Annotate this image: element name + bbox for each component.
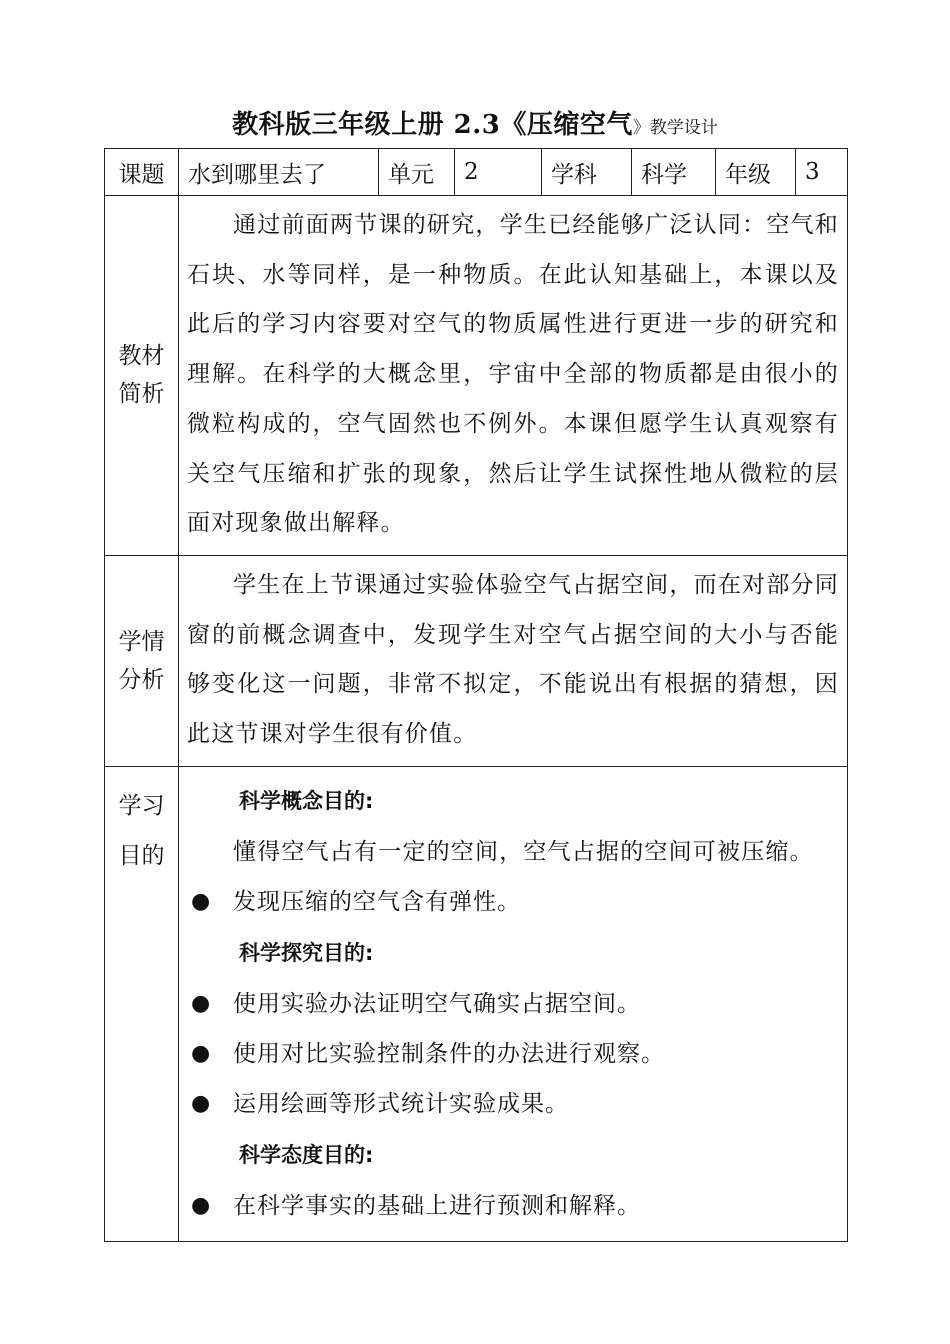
bullet-icon: ●: [191, 888, 212, 914]
title-main: 教科版三年级上册 2.3《压缩空气: [232, 110, 633, 140]
list-item: [187, 877, 839, 927]
list-item: [187, 1029, 839, 1079]
students-label: [105, 555, 179, 766]
bullet-icon: ●: [191, 1090, 212, 1116]
subject-label: 学科: [542, 149, 632, 196]
students-text: 学生在上节课通过实验体验空气占据空间，而在对部分同窗的前概念调查中，发现学生对空气占据空间的大小与否能够变化这一问题，非常不拟定，不能说出有根据的猜想，因此这节课对学生很有价值。: [179, 555, 848, 766]
analysis-text: 通过前面两节课的研究，学生已经能够广泛认同：空气和石块、水等同样，是一种物质。在此认知基础上，本课以及此后的学习内容要对空气的物质属性进行更进一步的研究和理解。在科学的大概念里，宇宙中全部的物质都是由很小的微粒构成的，空气固然也不例外。本课但愿学生认真观察有关空气压缩和扩张的现象，然后让学生试探性地从微粒的层面对现象做出解释。: [179, 196, 848, 556]
list-item: [187, 979, 839, 1029]
list-item: [187, 1181, 839, 1231]
inquiry-heading: 科学探究目的:: [239, 940, 374, 965]
goals-label-line1: 学习: [118, 792, 165, 819]
inquiry-bullet-1: 使用对比实验控制条件的办法进行观察。: [233, 1040, 665, 1067]
students-label-text: 学情分析: [118, 628, 165, 693]
goals-label-line2: 目的: [118, 842, 165, 869]
subject-value: 科学: [632, 149, 716, 196]
document-title: [0, 104, 950, 141]
goals-content: [179, 766, 848, 1241]
grade-label: 年级: [716, 149, 796, 196]
attitude-heading: 科学态度目的:: [239, 1142, 374, 1167]
bullet-icon: ●: [191, 1040, 212, 1066]
inquiry-bullet-0: 使用实验办法证明空气确实占据空间。: [233, 990, 641, 1017]
students-row: [105, 555, 848, 766]
topic-label: 课题: [105, 149, 179, 196]
attitude-bullet-0: 在科学事实的基础上进行预测和解释。: [233, 1192, 641, 1219]
bullet-icon: ●: [191, 990, 212, 1016]
inquiry-bullet-2: 运用绘画等形式统计实验成果。: [233, 1090, 569, 1117]
unit-value: 2: [455, 149, 542, 196]
concept-heading: 科学概念目的:: [239, 788, 374, 813]
header-row: [105, 149, 848, 196]
concept-text: 懂得空气占有一定的空间，空气占据的空间可被压缩。: [233, 838, 814, 865]
bullet-icon: ●: [191, 1192, 212, 1218]
analysis-label: [105, 196, 179, 556]
grade-value: 3: [796, 149, 848, 196]
lesson-plan-table: [104, 148, 848, 1242]
concept-bullet-0: 发现压缩的空气含有弹性。: [233, 888, 521, 915]
analysis-row: [105, 196, 848, 556]
goals-row: [105, 766, 848, 1241]
unit-label: 单元: [379, 149, 455, 196]
list-item: [187, 1079, 839, 1129]
topic-value: 水到哪里去了: [179, 149, 379, 196]
title-suffix: 》教学设计: [632, 118, 718, 138]
goals-label: [105, 766, 179, 1241]
analysis-label-text: 教材简析: [118, 343, 165, 408]
